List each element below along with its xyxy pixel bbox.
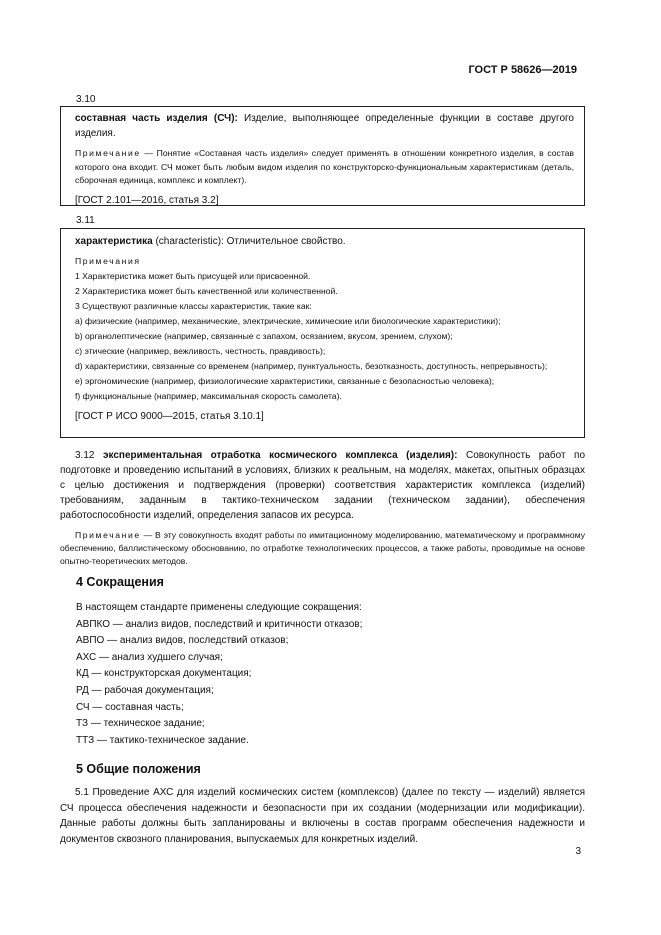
term-name: составная часть изделия (СЧ): xyxy=(75,113,238,124)
term-source: [ГОСТ 2.101—2016, статья 3.2] xyxy=(75,194,219,206)
term-number: 3.10 xyxy=(76,94,96,105)
list-item: РД — рабочая документация; xyxy=(76,684,214,696)
list-item: ТЗ — техническое задание; xyxy=(76,718,205,730)
list-intro: В настоящем стандарте применены следующие сокращения: xyxy=(76,602,362,613)
term-note xyxy=(60,529,585,568)
notes-label: Примечания xyxy=(75,256,141,266)
note-item: a) физические (например, механические, электрические, химические или биологические характеристики); xyxy=(75,315,501,326)
note-item: b) органолептические (например, связанные с запахом, осязанием, вкусом, зрением, слухом); xyxy=(75,330,453,341)
term-definition xyxy=(75,111,574,141)
term-text: Изделие, выполняющее определенные функции в составе другого изделия. xyxy=(75,113,574,139)
section-title: 4 Сокращения xyxy=(76,575,164,589)
term-3-12 xyxy=(60,448,585,568)
term-text: Совокупность работ по подготовке и проведению испытаний в условиях, близких к реальным, на моделях, макетах, опытных образцах с целью достижения и подтверждения (проверки) соответствия характеристик комплекса (изделий) требованиям, заданным в тактико-техническом задании (техническом задании), обеспечения работоспособности изделий, определения запасов их ресурса. xyxy=(60,450,586,521)
page-number: 3 xyxy=(575,846,581,857)
section-5-body xyxy=(60,785,585,847)
list-item: АХС — анализ худшего случая; xyxy=(76,651,223,663)
note-item: d) характеристики, связанные со временем (например, пунктуальность, безотказность, доступность, непрерывность); xyxy=(75,360,548,371)
paragraph: 5.1 Проведение АХС для изделий космических систем (комплексов) (далее по тексту — изделий) является СЧ процесса обеспечения надежности и безопасности при их создании (модернизации или модификации). Данные работы должны быть запланированы и включены в состав программ обеспечения надежности и документов сквозного планирования, выпускаемых для конкретных изделий. xyxy=(60,787,585,845)
term-definition xyxy=(60,448,585,523)
note-item: 1 Характеристика может быть присущей или присвоенной. xyxy=(75,270,311,281)
note-item: 3 Существуют различные классы характеристик, такие как: xyxy=(75,300,312,311)
section-title: 5 Общие положения xyxy=(76,762,201,776)
term-text: (characteristic): Отличительное свойство. xyxy=(152,236,346,247)
term-box-3-11 xyxy=(60,228,585,438)
note-item: e) эргономические (например, физиологические характеристики, связанные с безопасностью человека); xyxy=(75,375,495,386)
note-item: c) этические (например, вежливость, честность, правдивость); xyxy=(75,345,326,356)
note-label: Примечание xyxy=(75,530,141,540)
list-item: КД — конструкторская документация; xyxy=(76,668,252,680)
term-number: 3.12 xyxy=(75,450,95,461)
note-text: — Понятие «Составная часть изделия» следует применять в отношении конкретного изделия, в состав которого она входит. СЧ может быть любым видом изделия по конструкторско-функциональным характеристикам (деталь, сборочная единица, комплекс и комплект). xyxy=(75,148,574,185)
note-item: 2 Характеристика может быть качественной или количественной. xyxy=(75,285,338,296)
list-item: СЧ — составная часть; xyxy=(76,701,184,713)
term-definition xyxy=(75,234,574,249)
term-name: характеристика xyxy=(75,236,153,247)
term-name: экспериментальная отработка космического комплекса (изделия): xyxy=(102,450,458,461)
note-text: — В эту совокупность входят работы по имитационному моделированию, математическому и программному обеспечению, баллистическому обоснованию, по отработке технологических процессов, а также работы, проводимые на основе опытно-теоретических методов. xyxy=(60,530,585,566)
term-source: [ГОСТ Р ИСО 9000—2015, статья 3.10.1] xyxy=(75,410,264,422)
term-box-3-10 xyxy=(60,106,585,206)
document-header: ГОСТ Р 58626—2019 xyxy=(468,64,577,76)
list-item: АВПКО — анализ видов, последствий и критичности отказов; xyxy=(76,618,363,630)
note-label: Примечание xyxy=(75,148,141,158)
list-item: АВПО — анализ видов, последствий отказов; xyxy=(76,635,289,647)
note-item: f) функциональные (например, максимальная скорость самолета). xyxy=(75,390,342,401)
term-number: 3.11 xyxy=(76,215,95,226)
notes-list xyxy=(75,269,574,404)
list-item: ТТЗ — тактико-техническое задание. xyxy=(76,734,249,746)
term-note xyxy=(75,147,574,188)
abbreviations-list xyxy=(76,600,585,749)
